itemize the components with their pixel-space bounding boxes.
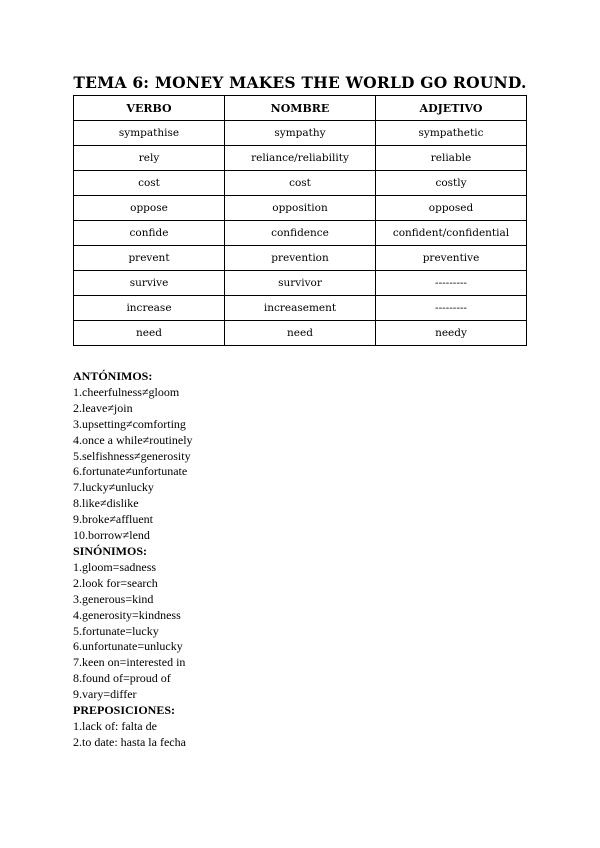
table-cell: ---------: [376, 296, 527, 321]
list-item: 7.keen on=interested in: [73, 655, 186, 670]
table-cell: survive: [74, 271, 225, 296]
list-item: 5.fortunate=lucky: [73, 623, 159, 638]
table-cell: sympathy: [225, 121, 376, 146]
table-row: [74, 146, 527, 171]
column-header-verbo: VERBO: [74, 96, 225, 121]
table-cell: opposed: [376, 196, 527, 221]
list-item: 9.vary=differ: [73, 687, 137, 702]
column-header-nombre: NOMBRE: [225, 96, 376, 121]
table-cell: reliance/reliability: [225, 146, 376, 171]
table-cell: increasement: [225, 296, 376, 321]
table-cell: sympathise: [74, 121, 225, 146]
list-item: 6.unfortunate=unlucky: [73, 639, 183, 654]
antonimos-heading: ANTÓNIMOS:: [73, 369, 153, 383]
list-item: 10.borrow≠lend: [73, 528, 150, 543]
table-cell: cost: [74, 171, 225, 196]
table-cell: oppose: [74, 196, 225, 221]
table-row: [74, 221, 527, 246]
table-row: [74, 121, 527, 146]
table-cell: confident/confidential: [376, 221, 527, 246]
table-header-row: [74, 96, 527, 121]
table-cell: increase: [74, 296, 225, 321]
list-item: 2.look for=search: [73, 575, 158, 590]
table-cell: ---------: [376, 271, 527, 296]
list-item: 8.like≠dislike: [73, 496, 139, 511]
list-item: 1.gloom=sadness: [73, 559, 157, 574]
table-cell: cost: [225, 171, 376, 196]
list-item: 1.cheerfulness≠gloom: [73, 384, 180, 399]
table-cell: reliable: [376, 146, 527, 171]
list-item: 3.generous=kind: [73, 591, 154, 606]
table-cell: prevent: [74, 246, 225, 271]
table-row: [74, 171, 527, 196]
list-item: 7.lucky≠unlucky: [73, 480, 154, 495]
list-item: 1.lack of: falta de: [73, 718, 157, 733]
table-row: [74, 196, 527, 221]
table-cell: confide: [74, 221, 225, 246]
word-formation-table: [73, 95, 527, 346]
table-cell: survivor: [225, 271, 376, 296]
list-item: 9.broke≠affluent: [73, 512, 154, 527]
table-cell: need: [74, 321, 225, 346]
list-item: 4.generosity=kindness: [73, 607, 181, 622]
list-item: 8.found of=proud of: [73, 671, 171, 686]
table-cell: sympathetic: [376, 121, 527, 146]
table-row: [74, 321, 527, 346]
table-row: [74, 296, 527, 321]
table-cell: rely: [74, 146, 225, 171]
table-cell: costly: [376, 171, 527, 196]
table-cell: need: [225, 321, 376, 346]
list-item: 2.leave≠join: [73, 400, 133, 415]
column-header-adjetivo: ADJETIVO: [376, 96, 527, 121]
table-cell: opposition: [225, 196, 376, 221]
list-item: 4.once a while≠routinely: [73, 432, 193, 447]
list-item: 6.fortunate≠unfortunate: [73, 464, 188, 479]
table-cell: preventive: [376, 246, 527, 271]
table-row: [74, 271, 527, 296]
table-cell: confidence: [225, 221, 376, 246]
list-item: 2.to date: hasta la fecha: [73, 734, 186, 749]
preposiciones-heading: PREPOSICIONES:: [73, 703, 176, 718]
table-cell: prevention: [225, 246, 376, 271]
sinonimos-heading: SINÓNIMOS:: [73, 543, 148, 558]
page-title: TEMA 6: MONEY MAKES THE WORLD GO ROUND.: [73, 73, 527, 92]
table-row: [74, 246, 527, 271]
list-item: 5.selfishness≠generosity: [73, 448, 191, 463]
vocabulary-lists: [73, 369, 193, 751]
table-cell: needy: [376, 321, 527, 346]
list-item: 3.upsetting≠comforting: [73, 416, 186, 431]
